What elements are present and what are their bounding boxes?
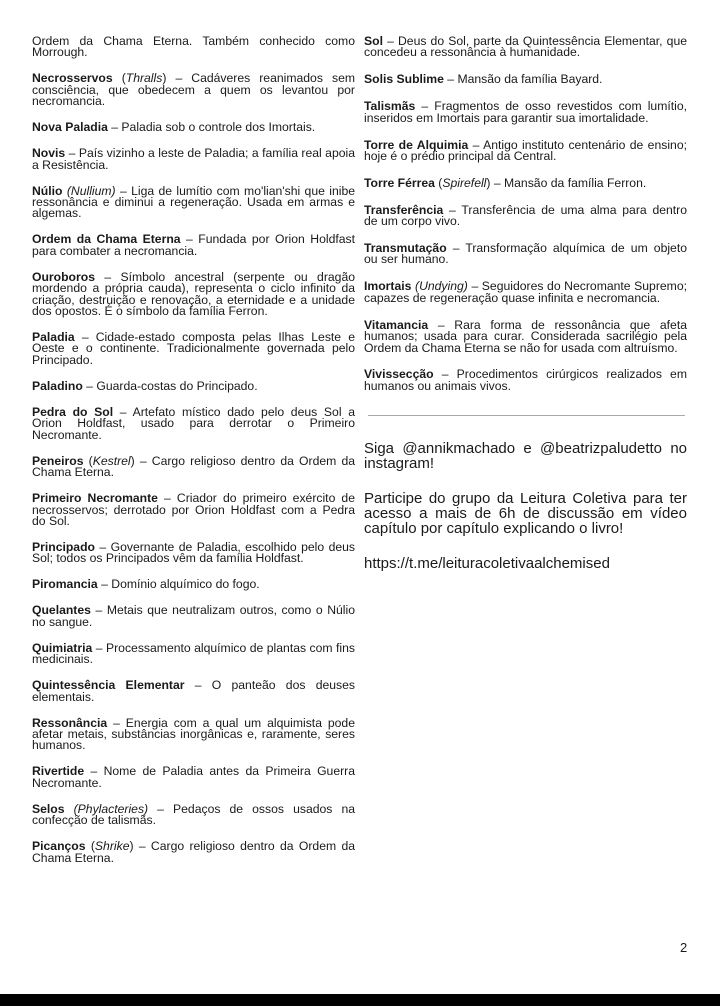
glossary-term: Quimiatria [32, 640, 93, 655]
bottom-bar [0, 994, 720, 1006]
glossary-term: Núlio [32, 183, 63, 198]
glossary-definition: – Antigo instituto centenário de ensino; hoje é o prédio principal da Central. [364, 137, 687, 163]
glossary-term: Picanços [32, 839, 86, 854]
glossary-entry [364, 281, 687, 304]
glossary-term: Selos [32, 801, 65, 816]
glossary-term: Transmutação [364, 241, 447, 256]
glossary-entry [32, 269, 355, 319]
glossary-definition: – Cadáveres reanimados sem consciência, que obedecem a quem os levantou por necromancia. [32, 71, 356, 109]
glossary-term: Quelantes [32, 603, 91, 618]
glossary-definition: – Mansão da família Ferron. [490, 175, 647, 190]
glossary-definition: – Nome de Paladia antes da Primeira Guerra Necromante. [32, 764, 355, 790]
glossary-entry [364, 243, 687, 266]
page-number: 2 [680, 940, 688, 955]
glossary-term: Vitamancia [364, 317, 429, 332]
glossary-term: Solis Sublime [364, 72, 444, 87]
glossary-definition: – Domínio alquímico do fogo. [97, 577, 260, 592]
glossary-definition: – Cargo religioso dentro da Ordem da Chama Eterna. [32, 453, 356, 480]
glossary-definition: – Cargo religioso dentro da Ordem da Chama Eterna. [32, 839, 356, 865]
glossary-entry [364, 317, 687, 355]
glossary-term: Necrosservos [32, 71, 113, 86]
glossary-definition: – Metais que neutralizam outros, como o Núlio no sangue. [32, 603, 355, 629]
glossary-term: Paladino [32, 378, 83, 393]
glossary-term: Ressonância [32, 715, 108, 730]
glossary-entry [364, 369, 687, 392]
glossary-definition: – Rara forma de ressonância que afeta humanos; usada para curar. Considerada sacrilégio pela Ordem da Chama Eterna se não for usada com altruísmo. [364, 317, 687, 355]
glossary-entry [32, 801, 355, 828]
glossary-definition: – Artefato místico dado pelo deus Sol a Orion Holdfast, usado para derrotar o Primeiro Necromante. [32, 404, 355, 442]
glossary-entry [364, 202, 687, 229]
glossary-term: Principado [32, 539, 95, 554]
glossary-definition: – Procedimentos cirúrgicos realizados em humanos ou animais vivos. [364, 367, 687, 393]
glossary-alt-term: (Undying) [415, 279, 468, 294]
glossary-definition: – Cidade-estado composta pelas Ilhas Leste e Oeste e o continente. Tradicionalmente governada pelo Principado. [32, 330, 355, 367]
glossary-definition: – Pedaços de ossos usados na confecção de talismãs. [32, 801, 355, 828]
glossary-entry [32, 579, 355, 590]
divider [368, 415, 685, 416]
glossary-entry [32, 148, 355, 171]
glossary-term: Torre de Alquimia [364, 137, 469, 152]
glossary-definition: – Fragmentos de osso revestidos com lumítio, inseridos em Imortais para garantir sua imortalidade. [364, 99, 687, 125]
glossary-entry [32, 36, 355, 59]
glossary-definition: – Processamento alquímico de plantas com fins medicinais. [32, 640, 355, 667]
glossary-term: Peneiros [32, 453, 84, 468]
glossary-entry [364, 74, 687, 85]
glossary-term: Sol [364, 34, 383, 48]
glossary-term: Torre Férrea [364, 175, 435, 190]
glossary-alt-term: Thralls [125, 71, 163, 86]
glossary-entry [32, 122, 355, 133]
left-column [32, 36, 355, 879]
glossary-entry [32, 680, 355, 703]
glossary-entry: Picanços (Shrike) – Cargo religioso dentro da Ordem da Chama Eterna. [32, 839, 356, 865]
group-invite-text: Participe do grupo da Leitura Coletiva para ter acesso a mais de 6h de discussão em vídeo capítulo por capítulo explicando o livro! [364, 490, 687, 538]
glossary-entry [32, 715, 355, 753]
glossary-term: Ouroboros [32, 269, 95, 284]
right-entries [364, 36, 687, 392]
glossary-alt-term: Spirefell [442, 175, 487, 190]
glossary-definition: – Guarda-costas do Principado. [82, 378, 258, 393]
glossary-entry [32, 332, 355, 366]
glossary-definition: – Fundada por Orion Holdfast para combater a necromancia. [32, 232, 356, 258]
glossary-alt-term: (Phylacteries) [73, 801, 149, 816]
glossary-definition: – Seguidores do Necromante Supremo; capazes de regeneração quase infinita e necromancia. [364, 279, 687, 305]
glossary-term: Imortais [364, 279, 412, 294]
glossary-definition: – Paladia sob o controle dos Imortais. [107, 120, 316, 135]
glossary-definition: – Governante de Paladia, escolhido pelo deus Sol; todos os Principados vêm da família Holdfast. [32, 539, 355, 566]
glossary-alt-term: Shrike [94, 839, 130, 854]
glossary-term: Novis [32, 146, 66, 161]
glossary-entry [32, 234, 355, 257]
glossary-definition: – Liga de lumítio com mo'lian'shi que inibe ressonância e diminui a regeneração. Usada em armas e algemas. [32, 183, 356, 221]
telegram-link[interactable]: https://t.me/leituracoletivaalchemised [364, 555, 610, 573]
glossary-term: Primeiro Necromante [32, 491, 158, 506]
glossary-definition: – Deus do Sol, parte da Quintessência Elementar, que concedeu a ressonância à humanidade. [364, 34, 687, 60]
glossary-definition: – Mansão da família Bayard. [443, 72, 603, 87]
glossary-entry: Necrosservos (Thralls) – Cadáveres reanimados sem consciência, que obedecem a quem os levantou por necromancia. [32, 71, 356, 109]
glossary-term: Vivissecção [364, 367, 434, 382]
glossary-term: Ordem da Chama Eterna [32, 232, 181, 247]
glossary-entry [32, 404, 355, 442]
glossary-term: Quintessência Elementar [32, 678, 185, 693]
glossary-definition: – País vizinho a leste de Paladia; a família real apoia a Resistência. [32, 146, 355, 172]
glossary-entry [364, 36, 687, 59]
glossary-term: Rivertide [32, 764, 85, 779]
glossary-term: Nova Paladia [32, 120, 108, 135]
glossary-definition: – Energia com a qual um alquimista pode afetar metais, substâncias inorgânicas e, raramente, seres humanos. [32, 715, 355, 753]
instagram-follow-text: Siga @annikmachado e @beatrizpaludetto no instagram! [364, 440, 687, 473]
glossary-entry [32, 766, 355, 789]
glossary-definition: – Transferência de uma alma para dentro de um corpo vivo. [364, 202, 687, 229]
glossary-definition: – Transformação alquímica de um objeto ou ser humano. [364, 241, 687, 267]
glossary-term: Talismãs [364, 99, 416, 114]
glossary-entry [32, 378, 355, 393]
glossary-definition: – Símbolo ancestral (serpente ou dragão mordendo a própria cauda), representa o ciclo infinito da criação, destruição e renovação, a eternidade e a unidade dos opostos. É o símbolo da família Ferron. [32, 269, 355, 319]
glossary-term: Piromancia [32, 577, 98, 592]
glossary-entry: Torre Férrea (Spirefell) – Mansão da família Ferron. [364, 175, 647, 190]
glossary-entry [32, 183, 356, 221]
glossary-entry [32, 605, 355, 628]
glossary-entry [364, 101, 687, 124]
glossary-alt-term: (Nullium) [66, 183, 116, 198]
glossary-entry: Peneiros (Kestrel) – Cargo religioso dentro da Ordem da Chama Eterna. [32, 453, 356, 480]
glossary-alt-term: Kestrel [92, 453, 131, 468]
glossary-entry [32, 493, 355, 527]
glossary-definition: Ordem da Chama Eterna. Também conhecido como Morrough. [32, 34, 355, 60]
glossary-term: Transferência [364, 202, 444, 217]
glossary-entry [32, 640, 355, 667]
right-column [364, 36, 687, 571]
glossary-entry [364, 137, 687, 163]
glossary-definition: – O panteão dos deuses elementais. [32, 678, 355, 704]
glossary-definition: – Criador do primeiro exército de necrosservos; derrotado por Orion Holdfast com a Pedra do Sol. [32, 491, 355, 528]
glossary-term: Paladia [32, 330, 75, 345]
glossary-entry [32, 539, 355, 566]
glossary-term: Pedra do Sol [32, 404, 114, 419]
